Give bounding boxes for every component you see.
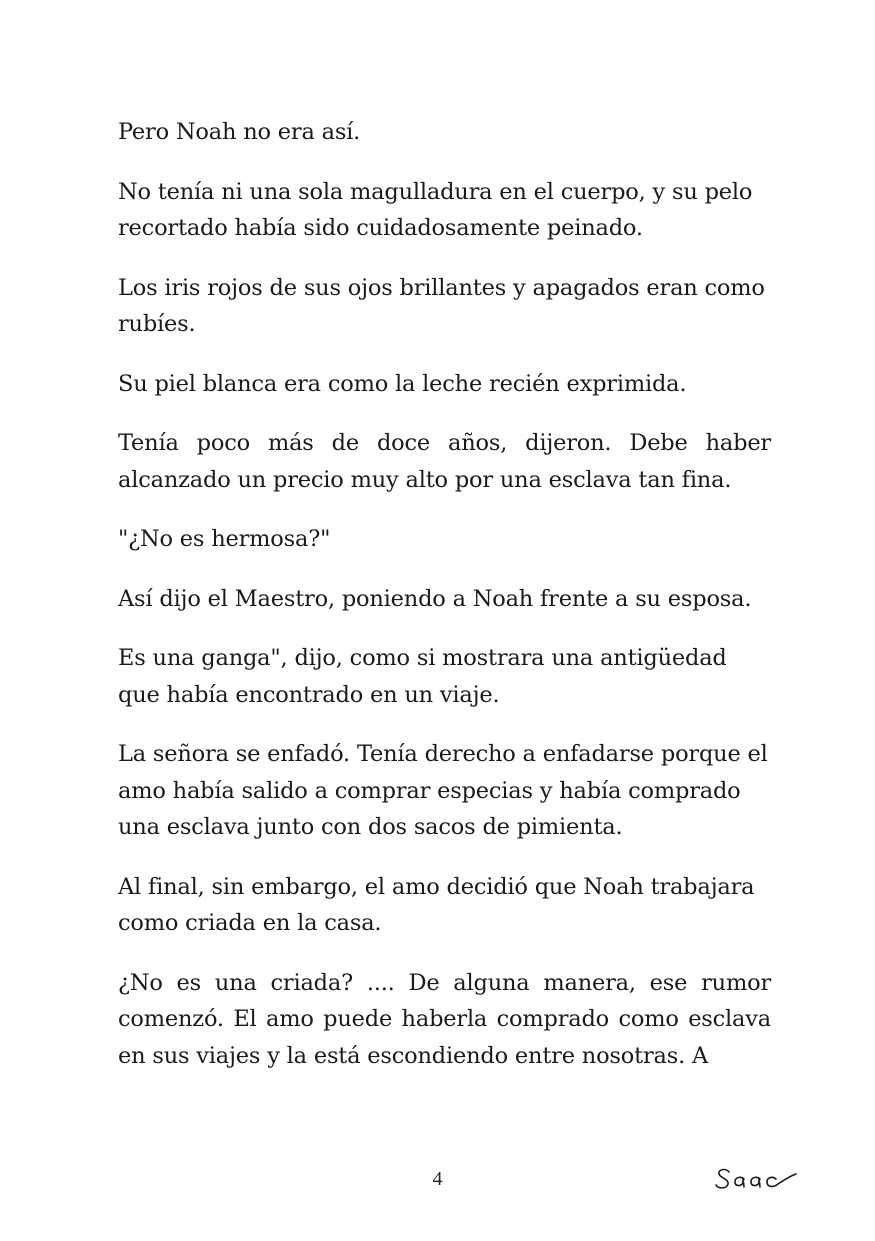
paragraph-7: Así dijo el Maestro, poniendo a Noah frente a su esposa. [118,585,752,612]
paragraph-5: Tenía poco más de doce años, dijeron. Debe haber alcanzado un precio muy alto por una esclava tan fina. [118,430,771,493]
text-body [118,114,771,1097]
paragraph-3: Los iris rojos de sus ojos brillantes y apagados eran como rubíes. [118,274,765,337]
paragraph-2: No tenía ni una sola magulladura en el cuerpo, y su pelo recortado había sido cuidadosamente peinado. [118,178,753,241]
paragraph-6: "¿No es hermosa?" [118,526,331,552]
paragraph-8: Es una ganga", dijo, como si mostrara una antigüedad que había encontrado en un viaje. [118,645,727,708]
signature-logo [712,1158,802,1198]
paragraph-10: Al final, sin embargo, el amo decidió que Noah trabajara como criada en la casa. [118,873,755,936]
paragraph-1: Pero Noah no era así. [118,119,361,145]
paragraph-4: Su piel blanca era como la leche recién exprimida. [118,370,687,397]
paragraph-9: La señora se enfadó. Tenía derecho a enfadarse porque el amo había salido a comprar especias y había comprado una esclava junto con dos sacos de pimienta. [118,741,768,840]
signature-icon [712,1158,802,1198]
paragraph-11: ¿No es una criada? .... De alguna manera, ese rumor comenzó. El amo puede haberla comprado como esclava en sus viajes y la está escondiendo entre nosotras. A [118,969,771,1069]
page-number: 4 [432,1168,443,1190]
